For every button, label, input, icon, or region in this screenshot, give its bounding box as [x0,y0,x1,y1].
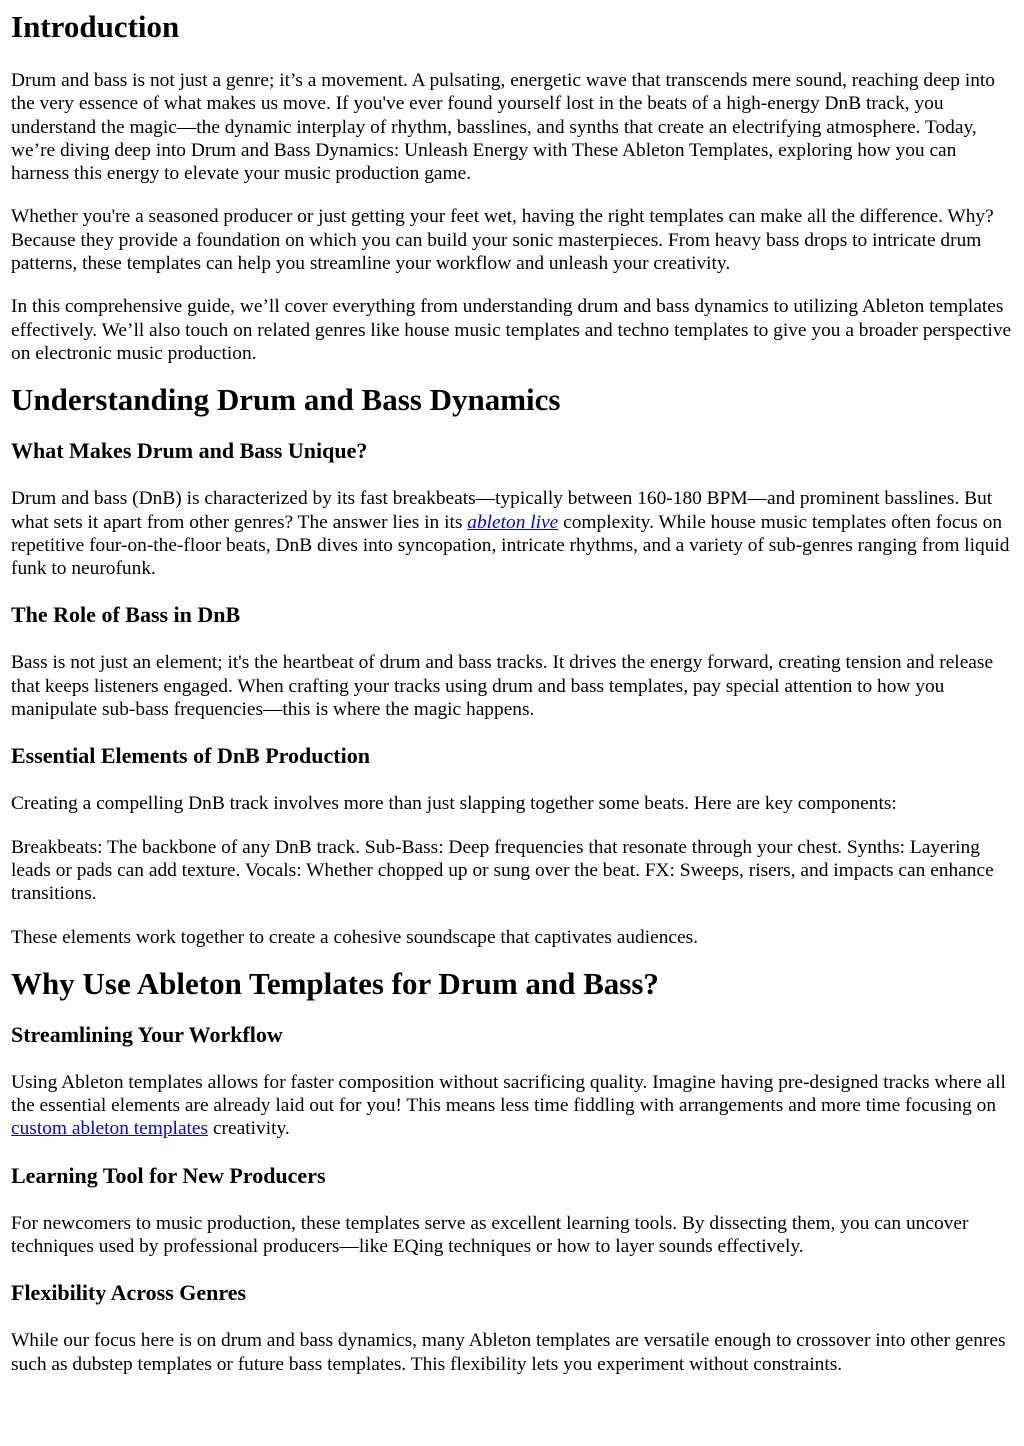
workflow-text-after: creativity. [208,1118,290,1140]
ableton-live-link[interactable]: ableton live [467,511,559,533]
unique-text-before: Drum and bass (DnB) is characterized by its fast breakbeats—typically between 160-180 BPM—and prominent basslines. But what sets it apart from other genres? The answer lies in its [11,488,993,533]
heading-introduction: Introduction [11,9,180,44]
heading-why-ableton-templates: Why Use Ableton Templates for Drum and Bass? [11,965,659,1001]
unique-paragraph [11,487,1012,580]
essential-paragraph-1: Creating a compelling DnB track involves more than just slapping together some beats. Here are key components: [11,793,897,815]
subheading-flexibility: Flexibility Across Genres [11,1280,247,1306]
flexibility-paragraph: While our focus here is on drum and bass dynamics, many Ableton templates are versatile enough to crossover into other genres such as dubstep templates or future bass templates. This flexibility lets you experiment without constraints. [11,1330,1006,1375]
subheading-streamlining-workflow: Streamlining Your Workflow [11,1021,283,1047]
workflow-paragraph [11,1071,1012,1141]
subheading-learning-tool: Learning Tool for New Producers [11,1162,326,1188]
intro-paragraph-1: Drum and bass is not just a genre; it’s a movement. A pulsating, energetic wave that transcends mere sound, reaching deep into the very essence of what makes us move. If you've ever found yourself lost in the beats of a high-energy DnB track, you understand the magic—the dynamic interplay of rhythm, basslines, and synths that create an electrifying atmosphere. Today, we’re diving deep into Drum and Bass Dynamics: Unleash Energy with These Ableton Templates, exploring how you can harness this energy to elevate your music production game. [11,70,996,185]
bass-paragraph: Bass is not just an element; it's the heartbeat of drum and bass tracks. It drives the energy forward, creating tension and release that keeps listeners engaged. When crafting your tracks using drum and bass templates, pay special attention to how you manipulate sub-bass frequencies—this is where the magic happens. [11,652,994,721]
subheading-role-of-bass: The Role of Bass in DnB [11,602,241,628]
heading-understanding-dnb: Understanding Drum and Bass Dynamics [11,382,561,418]
subheading-essential-elements: Essential Elements of DnB Production [11,743,370,769]
intro-paragraph-2: Whether you're a seasoned producer or just getting your feet wet, having the right templates can make all the difference. Why? Because they provide a foundation on which you can build your sonic masterpieces. From heavy bass drops to intricate drum patterns, these templates can help you streamline your workflow and unleash your creativity. [11,206,994,275]
intro-paragraph-3: In this comprehensive guide, we’ll cover everything from understanding drum and bass dynamics to utilizing Ableton templates effectively. We’ll also touch on related genres like house music templates and techno templates to give you a broader perspective on electronic music production. [11,296,1012,364]
essential-paragraph-2: Breakbeats: The backbone of any DnB track. Sub-Bass: Deep frequencies that resonate through your chest. Synths: Layering leads or pads can add texture. Vocals: Whether chopped up or sung over the beat. FX: Sweeps, risers, and impacts can enhance transitions. [11,836,994,905]
learning-paragraph: For newcomers to music production, these templates serve as excellent learning tools. By dissecting them, you can uncover techniques used by professional producers—like EQing techniques or how to layer sounds effectively. [11,1212,969,1258]
essential-paragraph-3: These elements work together to create a cohesive soundscape that captivates audiences. [11,926,699,948]
workflow-text-before: Using Ableton templates allows for faster composition without sacrificing quality. Imagine having pre-designed tracks where all the essential elements are already laid out for you! This means less time fiddling with arrangements and more time focusing on [11,1071,1006,1117]
subheading-what-makes-unique: What Makes Drum and Bass Unique? [11,438,368,464]
unique-text-after: complexity. While house music templates often focus on repetitive four-on-the-floor beats, DnB dives into syncopation, intricate rhythms, and a variety of sub-genres ranging from liquid funk to neurofunk. [11,511,1010,580]
custom-ableton-templates-link[interactable]: custom ableton templates [11,1118,209,1140]
